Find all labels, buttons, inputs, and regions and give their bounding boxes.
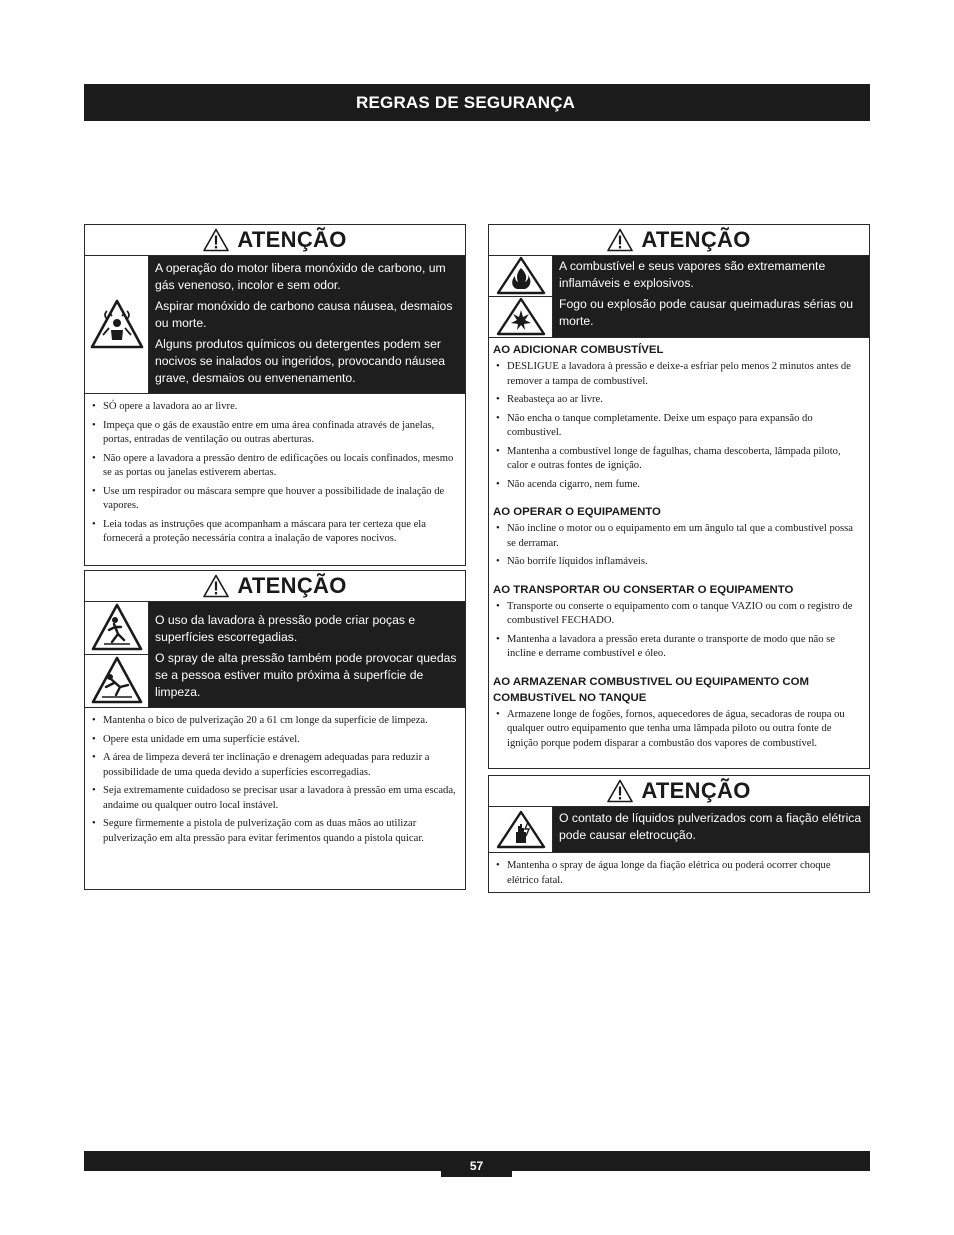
warning-title	[489, 776, 869, 807]
warning-box-fuel	[488, 224, 870, 769]
list-item: • Segure firmemente a pistola de pulverização com as duas mãos ao utilizar pulverização em alta pressão para evitar ferimentos quando a pistola quicar.	[91, 817, 459, 846]
warning-box-electric-shock	[488, 775, 870, 893]
list-item: • SÓ opere a lavadora ao ar livre.	[91, 400, 459, 415]
list-item: • DESLIGUE a lavadora à pressão e deixe-a esfriar pelo menos 2 minutos antes de remover a tampa de combustível.	[495, 360, 863, 389]
warning-title	[85, 225, 465, 256]
warning-title-text: ATENÇÃO	[641, 227, 751, 252]
warning-box-slip-hazard	[84, 570, 466, 890]
safety-list	[489, 358, 869, 500]
list-item: • Não acenda cigarro, nem fume.	[495, 478, 863, 493]
list-item: • Não encha o tanque completamente. Deixe um espaço para expansão do combustível.	[495, 412, 863, 441]
list-item: • Impeça que o gás de exaustão entre em uma área confinada através de janelas, portas, entradas de ventilação ou outras aberturas.	[91, 419, 459, 448]
list-item: • Mantenha a combustível longe de fagulhas, chama descoberta, lâmpada piloto, calor e outras fontes de ignição.	[495, 445, 863, 474]
hazard-panel	[85, 602, 465, 708]
safety-list	[489, 706, 869, 760]
list-item: • Leia todas as instruções que acompanham a máscara para ter certeza que ela fornecerá a proteção necessária contra a inalação de vapores nocivos.	[91, 518, 459, 547]
slip-hazard-icon	[90, 602, 144, 654]
warning-title-text: ATENÇÃO	[237, 573, 347, 598]
list-item: • Mantenha o spray de água longe da fiação elétrica ou poderá ocorrer choque elétrico fatal.	[495, 859, 863, 888]
hazard-text: Fogo ou explosão pode causar queimaduras sérias ou morte.	[559, 297, 854, 328]
list-item: • Não borrife líquidos inflamáveis.	[495, 555, 863, 570]
list-item: • A área de limpeza deverá ter inclinação e drenagem adequadas para reduzir a possibilidade de uma queda devido a superfícies escorregadias.	[91, 751, 459, 780]
fall-hazard-icon	[90, 655, 144, 707]
electric-shock-icon	[495, 810, 547, 850]
warning-title	[85, 571, 465, 602]
warning-title	[489, 225, 869, 256]
section-heading: AO ADICIONAR COMBUSTÍVEL	[493, 344, 664, 356]
page-header-title: REGRAS DE SEGURANÇA	[356, 93, 576, 112]
section-heading: AO TRANSPORTAR OU CONSERTAR O EQUIPAMENTO	[493, 583, 794, 596]
list-item: • Use um respirador ou máscara sempre que houver a possibilidade de inalação de vapores.	[91, 485, 459, 514]
hazard-text: O uso da lavadora à pressão pode criar poças e superfícies escorregadias.	[155, 613, 416, 644]
fire-icon	[495, 256, 547, 296]
hazard-text: O contato de líquidos pulverizados com a fiação elétrica pode causar eletrocução.	[559, 811, 862, 842]
safety-list	[85, 394, 465, 555]
safety-list	[489, 520, 869, 578]
warning-triangle-icon	[607, 228, 633, 252]
list-item: • Não incline o motor ou o equipamento em um ângulo tal que a combustível possa se derramar.	[495, 522, 863, 551]
list-item: • Transporte ou conserte o equipamento com o tanque VAZIO ou com o registro de combustível FECHADO.	[495, 600, 863, 629]
hazard-text: A operação do motor libera monóxido de carbono, um gás venenoso, incolor e sem odor.	[155, 261, 446, 292]
list-item: • Não opere a lavadora a pressão dentro de edificações ou locais confinados, mesmo se as portas ou janelas estiverem abertas.	[91, 452, 459, 481]
warning-triangle-icon	[203, 574, 229, 598]
warning-triangle-icon	[203, 228, 229, 252]
explosion-icon	[495, 297, 547, 337]
list-item: • Seja extremamente cuidadoso se precisar usar a lavadora à pressão em uma escada, andaime ou qualquer outro local instável.	[91, 784, 459, 813]
hazard-text: Alguns produtos químicos ou detergentes podem ser nocivos se inalados ou ingeridos, provocando náusea grave, desmaios ou envenenamento.	[155, 337, 445, 385]
section-heading: AO OPERAR O EQUIPAMENTO	[493, 506, 661, 518]
list-item: • Armazene longe de fogões, fornos, aquecedores de água, secadoras de roupa ou qualquer outro equipamento que tenha uma lâmpada piloto ou outra fonte de ignição porque podem disparar a combustão dos vapores de combustível.	[495, 708, 863, 752]
hazard-panel	[85, 256, 465, 394]
header-bar	[84, 84, 870, 121]
toxic-fumes-icon	[89, 297, 145, 353]
warning-title-text: ATENÇÃO	[641, 778, 751, 803]
warning-title-text: ATENÇÃO	[237, 227, 347, 252]
list-item: • Mantenha o bico de pulverização 20 a 61 cm longe da superfície de limpeza.	[91, 714, 459, 729]
hazard-panel	[489, 256, 869, 338]
list-item: • Mantenha a lavadora a pressão ereta durante o transporte de modo que não se incline e derrame combustível e óleo.	[495, 633, 863, 662]
list-item: • Reabasteça ao ar livre.	[495, 393, 863, 408]
safety-list	[489, 598, 869, 670]
hazard-text: O spray de alta pressão também pode provocar quedas se a pessoa estiver muito próxima à superfície de limpeza.	[155, 651, 457, 699]
safety-list	[489, 853, 869, 896]
list-item: • Opere esta unidade em uma superfície estável.	[91, 733, 459, 748]
hazard-text: A combustível e seus vapores são extremamente inflamáveis e explosivos.	[559, 259, 826, 290]
warning-triangle-icon	[607, 779, 633, 803]
hazard-text: Aspirar monóxido de carbono causa náusea, desmaios ou morte.	[155, 299, 453, 330]
hazard-panel	[489, 807, 869, 853]
page-number: 57	[441, 1151, 512, 1177]
section-heading: AO ARMAZENAR COMBUSTIVEL OU EQUIPAMENTO COM COMBUSTíVEL NO TANQUE	[493, 675, 809, 704]
warning-box-carbon-monoxide	[84, 224, 466, 566]
safety-list	[85, 708, 465, 854]
